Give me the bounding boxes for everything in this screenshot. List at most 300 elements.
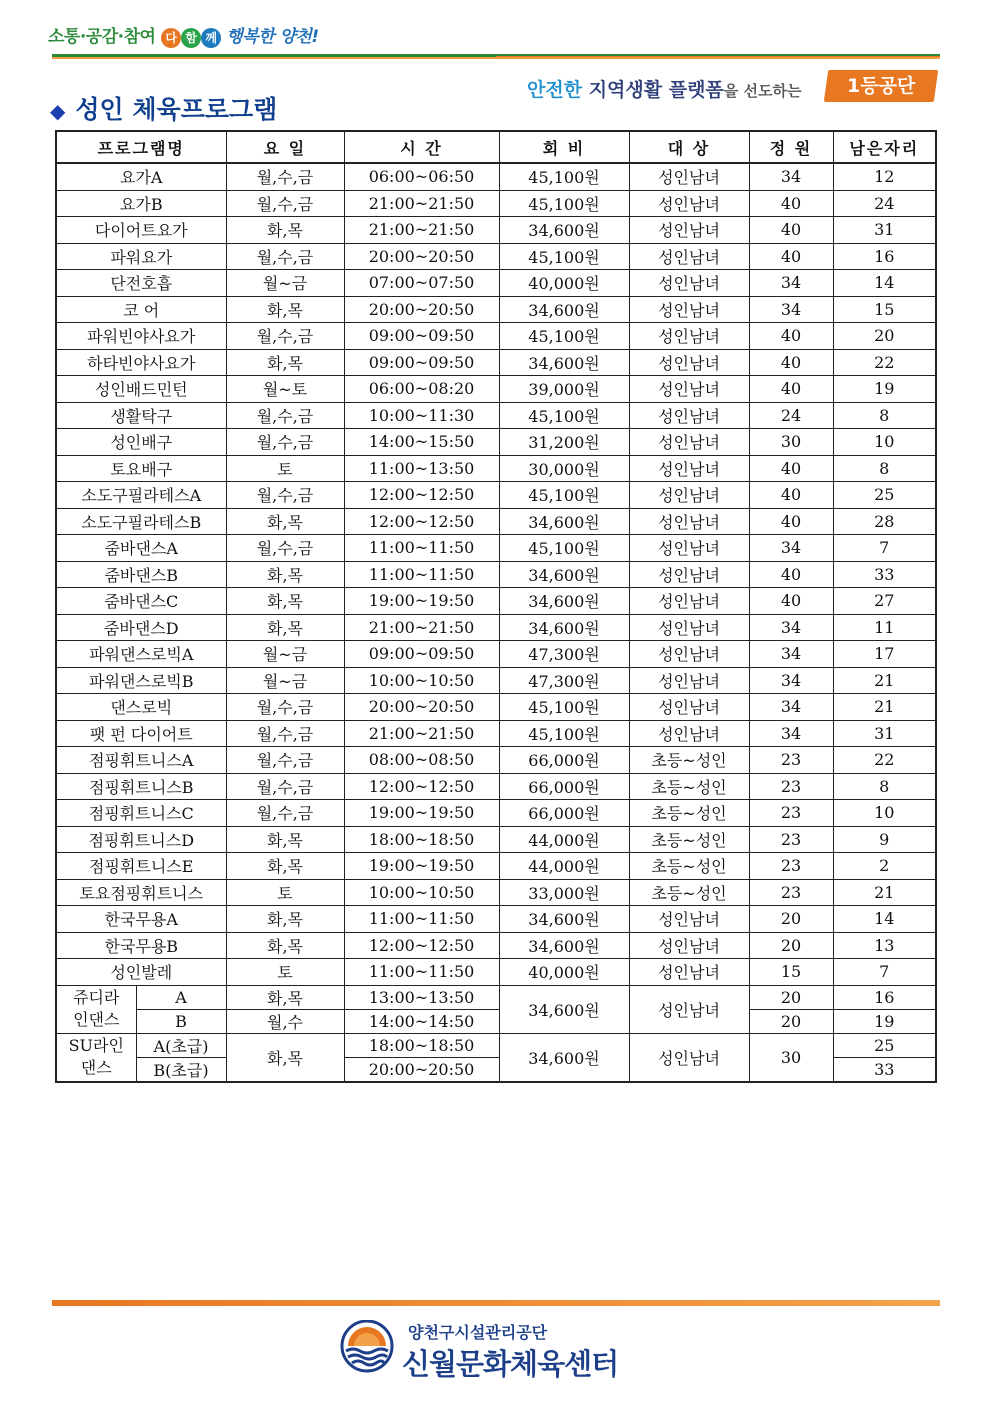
slogan-gye: 께 — [201, 28, 221, 48]
cell-capacity: 24 — [749, 402, 833, 429]
cell-fee: 45,100원 — [499, 243, 629, 270]
cell-program-name: 한국무용A — [56, 906, 226, 933]
cell-program-name: 요가A — [56, 163, 226, 190]
cell-capacity: 40 — [749, 323, 833, 350]
cell-remaining: 22 — [833, 349, 936, 376]
cell-capacity: 23 — [749, 853, 833, 880]
col-header-fee: 회 비 — [499, 131, 629, 163]
cell-capacity: 34 — [749, 694, 833, 721]
cell-target: 초등~성인 — [629, 826, 749, 853]
cell-fee: 66,000원 — [499, 747, 629, 774]
cell-day: 화,목 — [226, 853, 344, 880]
cell-time: 19:00~19:50 — [344, 800, 499, 827]
cell-target: 성인남녀 — [629, 429, 749, 456]
table-row — [56, 270, 936, 297]
cell-time: 20:00~20:50 — [344, 243, 499, 270]
cell-day: 화,목 — [226, 614, 344, 641]
cell-fee: 44,000원 — [499, 826, 629, 853]
julia-time-a: 13:00~13:50 — [344, 985, 499, 1009]
cell-remaining: 8 — [833, 773, 936, 800]
cell-target: 성인남녀 — [629, 694, 749, 721]
cell-day: 화,목 — [226, 826, 344, 853]
table-row — [56, 720, 936, 747]
cell-fee: 39,000원 — [499, 376, 629, 403]
cell-capacity: 40 — [749, 217, 833, 244]
cell-fee: 34,600원 — [499, 906, 629, 933]
cell-fee: 45,100원 — [499, 535, 629, 562]
cell-time: 10:00~10:50 — [344, 667, 499, 694]
table-row — [56, 853, 936, 880]
julia-fee: 34,600원 — [499, 985, 629, 1033]
cell-fee: 34,600원 — [499, 932, 629, 959]
table-row — [56, 163, 936, 190]
program-table — [55, 130, 937, 1083]
cell-fee: 47,300원 — [499, 641, 629, 668]
cell-program-name: 성인배드민턴 — [56, 376, 226, 403]
footer — [340, 1318, 680, 1380]
cell-program-name: 토요배구 — [56, 455, 226, 482]
cell-fee: 34,600원 — [499, 561, 629, 588]
cell-day: 화,목 — [226, 296, 344, 323]
su-name — [56, 1033, 136, 1082]
cell-remaining: 8 — [833, 402, 936, 429]
cell-time: 12:00~12:50 — [344, 508, 499, 535]
table-row — [56, 349, 936, 376]
cell-fee: 34,600원 — [499, 614, 629, 641]
su-name-line1: SU라인 — [68, 1036, 124, 1055]
table-row — [56, 800, 936, 827]
cell-program-name: 생활탁구 — [56, 402, 226, 429]
cell-program-name: 팻 펀 다이어트 — [56, 720, 226, 747]
cell-target: 초등~성인 — [629, 747, 749, 774]
cell-target: 초등~성인 — [629, 773, 749, 800]
cell-remaining: 10 — [833, 800, 936, 827]
cell-target: 성인남녀 — [629, 906, 749, 933]
cell-fee: 40,000원 — [499, 959, 629, 986]
cell-time: 14:00~15:50 — [344, 429, 499, 456]
su-left-b: 33 — [833, 1057, 936, 1082]
cell-target: 성인남녀 — [629, 614, 749, 641]
cell-program-name: 성인발레 — [56, 959, 226, 986]
cell-target: 성인남녀 — [629, 667, 749, 694]
table-row — [56, 932, 936, 959]
cell-capacity: 34 — [749, 641, 833, 668]
table-body — [56, 163, 936, 1082]
cell-day: 월,수,금 — [226, 163, 344, 190]
cell-time: 12:00~12:50 — [344, 482, 499, 509]
center-name: 신월문화체육센터 — [402, 1347, 619, 1381]
cell-target: 성인남녀 — [629, 932, 749, 959]
top-divider — [52, 54, 940, 59]
cell-remaining: 7 — [833, 535, 936, 562]
julia-cap-b: 20 — [749, 1009, 833, 1033]
table-row — [56, 508, 936, 535]
cell-target: 성인남녀 — [629, 720, 749, 747]
cell-target: 초등~성인 — [629, 879, 749, 906]
julia-class-b: B — [136, 1009, 226, 1033]
table-row — [56, 588, 936, 615]
cell-remaining: 8 — [833, 455, 936, 482]
cell-fee: 33,000원 — [499, 879, 629, 906]
cell-remaining: 19 — [833, 376, 936, 403]
cell-day: 화,목 — [226, 588, 344, 615]
cell-fee: 30,000원 — [499, 455, 629, 482]
table-row — [56, 482, 936, 509]
table-row — [56, 641, 936, 668]
julia-left-a: 16 — [833, 985, 936, 1009]
cell-program-name: 한국무용B — [56, 932, 226, 959]
table-row — [56, 243, 936, 270]
cell-target: 성인남녀 — [629, 535, 749, 562]
cell-time: 06:00~08:20 — [344, 376, 499, 403]
slogan-prefix: 소통·공감·참여 — [48, 27, 156, 47]
cell-program-name: 요가B — [56, 190, 226, 217]
cell-time: 08:00~08:50 — [344, 747, 499, 774]
table-row — [56, 455, 936, 482]
cell-time: 09:00~09:50 — [344, 323, 499, 350]
cell-target: 성인남녀 — [629, 190, 749, 217]
table-header-row — [56, 131, 936, 163]
cell-fee: 34,600원 — [499, 296, 629, 323]
section-title-text: 성인 체육프로그램 — [75, 95, 278, 124]
cell-day: 월~금 — [226, 667, 344, 694]
cell-time: 10:00~10:50 — [344, 879, 499, 906]
julia-name — [56, 985, 136, 1033]
cell-fee: 45,100원 — [499, 720, 629, 747]
slogan — [48, 22, 319, 48]
cell-capacity: 23 — [749, 800, 833, 827]
col-header-target: 대 상 — [629, 131, 749, 163]
cell-program-name: 단전호흡 — [56, 270, 226, 297]
cell-time: 11:00~11:50 — [344, 535, 499, 562]
cell-program-name: 줌바댄스A — [56, 535, 226, 562]
cell-time: 21:00~21:50 — [344, 190, 499, 217]
cell-target: 성인남녀 — [629, 641, 749, 668]
cell-day: 월,수,금 — [226, 800, 344, 827]
cell-remaining: 31 — [833, 720, 936, 747]
julia-left-b: 19 — [833, 1009, 936, 1033]
julia-name-line2: 인댄스 — [73, 1010, 120, 1029]
cell-capacity: 40 — [749, 243, 833, 270]
julia-time-b: 14:00~14:50 — [344, 1009, 499, 1033]
cell-time: 12:00~12:50 — [344, 773, 499, 800]
cell-program-name: 파워빈야사요가 — [56, 323, 226, 350]
cell-program-name: 토요점핑휘트니스 — [56, 879, 226, 906]
su-time-b: 20:00~20:50 — [344, 1057, 499, 1082]
cell-capacity: 34 — [749, 163, 833, 190]
diamond-icon: ◆ — [50, 99, 66, 123]
cell-fee: 34,600원 — [499, 588, 629, 615]
tagline-part1: 안전한 — [527, 79, 583, 101]
cell-program-name: 댄스로빅 — [56, 694, 226, 721]
cell-time: 19:00~19:50 — [344, 853, 499, 880]
table-row — [56, 667, 936, 694]
table-row — [56, 879, 936, 906]
top-divider-green — [52, 54, 940, 56]
cell-program-name: 점핑휘트니스B — [56, 773, 226, 800]
cell-day: 월~토 — [226, 376, 344, 403]
cell-fee: 45,100원 — [499, 402, 629, 429]
cell-program-name: 점핑휘트니스C — [56, 800, 226, 827]
slogan-da: 다 — [161, 28, 181, 48]
cell-fee: 31,200원 — [499, 429, 629, 456]
cell-program-name: 점핑휘트니스E — [56, 853, 226, 880]
cell-remaining: 20 — [833, 323, 936, 350]
cell-program-name: 다이어트요가 — [56, 217, 226, 244]
cell-capacity: 40 — [749, 376, 833, 403]
cell-remaining: 27 — [833, 588, 936, 615]
cell-fee: 34,600원 — [499, 217, 629, 244]
cell-remaining: 7 — [833, 959, 936, 986]
cell-remaining: 31 — [833, 217, 936, 244]
cell-time: 12:00~12:50 — [344, 932, 499, 959]
cell-time: 11:00~13:50 — [344, 455, 499, 482]
cell-time: 20:00~20:50 — [344, 694, 499, 721]
cell-program-name: 코 어 — [56, 296, 226, 323]
cell-fee: 44,000원 — [499, 853, 629, 880]
cell-day: 월~금 — [226, 641, 344, 668]
cell-capacity: 34 — [749, 535, 833, 562]
cell-day: 월,수,금 — [226, 190, 344, 217]
cell-capacity: 40 — [749, 190, 833, 217]
cell-remaining: 16 — [833, 243, 936, 270]
cell-capacity: 20 — [749, 932, 833, 959]
cell-remaining: 21 — [833, 694, 936, 721]
cell-program-name: 소도구필라테스A — [56, 482, 226, 509]
su-target: 성인남녀 — [629, 1033, 749, 1082]
table-row — [56, 296, 936, 323]
cell-target: 성인남녀 — [629, 561, 749, 588]
cell-capacity: 23 — [749, 826, 833, 853]
cell-day: 월,수,금 — [226, 402, 344, 429]
cell-time: 18:00~18:50 — [344, 826, 499, 853]
sunrise-logo-icon — [340, 1320, 394, 1374]
cell-target: 성인남녀 — [629, 349, 749, 376]
julia-cap-a: 20 — [749, 985, 833, 1009]
cell-target: 성인남녀 — [629, 376, 749, 403]
cell-target: 성인남녀 — [629, 455, 749, 482]
cell-day: 월,수,금 — [226, 429, 344, 456]
cell-remaining: 10 — [833, 429, 936, 456]
cell-time: 21:00~21:50 — [344, 217, 499, 244]
julia-day-a: 화,목 — [226, 985, 344, 1009]
cell-fee: 66,000원 — [499, 773, 629, 800]
su-name-line2: 댄스 — [80, 1058, 112, 1077]
cell-day: 화,목 — [226, 906, 344, 933]
cell-remaining: 21 — [833, 879, 936, 906]
table-row — [56, 376, 936, 403]
table-row — [56, 906, 936, 933]
cell-capacity: 23 — [749, 879, 833, 906]
julia-target: 성인남녀 — [629, 985, 749, 1033]
cell-time: 10:00~11:30 — [344, 402, 499, 429]
first-place-badge — [824, 70, 938, 102]
cell-remaining: 17 — [833, 641, 936, 668]
table-row — [56, 323, 936, 350]
cell-remaining: 12 — [833, 163, 936, 190]
cell-fee: 45,100원 — [499, 163, 629, 190]
julia-class-a: A — [136, 985, 226, 1009]
cell-day: 월,수,금 — [226, 482, 344, 509]
cell-fee: 66,000원 — [499, 800, 629, 827]
cell-capacity: 15 — [749, 959, 833, 986]
cell-remaining: 2 — [833, 853, 936, 880]
cell-capacity: 34 — [749, 270, 833, 297]
tagline-part2: 지역생활 플랫폼 — [588, 79, 724, 101]
cell-program-name: 줌바댄스B — [56, 561, 226, 588]
cell-capacity: 40 — [749, 349, 833, 376]
cell-remaining: 22 — [833, 747, 936, 774]
cell-program-name: 소도구필라테스B — [56, 508, 226, 535]
table-row — [56, 959, 936, 986]
slogan-ham: 함 — [181, 28, 201, 48]
cell-remaining: 21 — [833, 667, 936, 694]
cell-day: 월,수,금 — [226, 747, 344, 774]
cell-day: 화,목 — [226, 349, 344, 376]
table-row — [56, 190, 936, 217]
cell-target: 성인남녀 — [629, 217, 749, 244]
cell-day: 화,목 — [226, 508, 344, 535]
cell-capacity: 34 — [749, 296, 833, 323]
col-header-capacity: 정 원 — [749, 131, 833, 163]
top-divider-orange — [52, 57, 940, 59]
cell-remaining: 25 — [833, 482, 936, 509]
cell-capacity: 23 — [749, 773, 833, 800]
cell-remaining: 14 — [833, 906, 936, 933]
slogan-suffix: 행복한 양천! — [226, 27, 319, 47]
cell-fee: 45,100원 — [499, 482, 629, 509]
cell-day: 월,수,금 — [226, 694, 344, 721]
su-left-a: 25 — [833, 1033, 936, 1057]
cell-time: 11:00~11:50 — [344, 959, 499, 986]
cell-day: 화,목 — [226, 217, 344, 244]
cell-program-name: 줌바댄스C — [56, 588, 226, 615]
cell-program-name: 점핑휘트니스A — [56, 747, 226, 774]
cell-time: 09:00~09:50 — [344, 349, 499, 376]
table-row — [56, 217, 936, 244]
cell-fee: 45,100원 — [499, 190, 629, 217]
col-header-program: 프로그램명 — [56, 131, 226, 163]
julia-day-b: 월,수 — [226, 1009, 344, 1033]
cell-remaining: 28 — [833, 508, 936, 535]
section-title — [50, 90, 277, 126]
org-name: 양천구시설관리공단 — [408, 1323, 548, 1342]
cell-day: 토 — [226, 455, 344, 482]
cell-time: 11:00~11:50 — [344, 561, 499, 588]
cell-capacity: 34 — [749, 614, 833, 641]
cell-time: 19:00~19:50 — [344, 588, 499, 615]
cell-target: 성인남녀 — [629, 323, 749, 350]
cell-day: 화,목 — [226, 561, 344, 588]
cell-program-name: 하타빈야사요가 — [56, 349, 226, 376]
cell-day: 월,수,금 — [226, 243, 344, 270]
cell-capacity: 20 — [749, 906, 833, 933]
cell-time: 20:00~20:50 — [344, 296, 499, 323]
cell-program-name: 줌바댄스D — [56, 614, 226, 641]
cell-capacity: 23 — [749, 747, 833, 774]
cell-capacity: 34 — [749, 667, 833, 694]
table-row — [56, 773, 936, 800]
cell-day: 월~금 — [226, 270, 344, 297]
cell-day: 월,수,금 — [226, 323, 344, 350]
table-row — [56, 561, 936, 588]
cell-remaining: 9 — [833, 826, 936, 853]
su-time-a: 18:00~18:50 — [344, 1033, 499, 1057]
bottom-divider — [52, 1300, 940, 1306]
su-class-a: A(초급) — [136, 1033, 226, 1057]
table-row — [56, 694, 936, 721]
cell-fee: 34,600원 — [499, 349, 629, 376]
table-row-julia-a — [56, 985, 936, 1009]
col-header-day: 요 일 — [226, 131, 344, 163]
table-row — [56, 402, 936, 429]
cell-capacity: 40 — [749, 455, 833, 482]
cell-day: 월,수,금 — [226, 773, 344, 800]
cell-remaining: 33 — [833, 561, 936, 588]
cell-target: 성인남녀 — [629, 163, 749, 190]
su-cap: 30 — [749, 1033, 833, 1082]
cell-day: 토 — [226, 959, 344, 986]
cell-target: 성인남녀 — [629, 508, 749, 535]
cell-program-name: 파워요가 — [56, 243, 226, 270]
cell-day: 월,수,금 — [226, 720, 344, 747]
cell-fee: 40,000원 — [499, 270, 629, 297]
cell-program-name: 파워댄스로빅B — [56, 667, 226, 694]
su-fee: 34,600원 — [499, 1033, 629, 1082]
cell-program-name: 점핑휘트니스D — [56, 826, 226, 853]
table-row — [56, 614, 936, 641]
cell-time: 07:00~07:50 — [344, 270, 499, 297]
cell-day: 화,목 — [226, 932, 344, 959]
julia-name-line1: 쥬디라 — [73, 988, 120, 1007]
cell-capacity: 40 — [749, 561, 833, 588]
tagline — [527, 75, 801, 102]
cell-fee: 47,300원 — [499, 667, 629, 694]
cell-time: 21:00~21:50 — [344, 614, 499, 641]
cell-program-name: 파워댄스로빅A — [56, 641, 226, 668]
su-class-b: B(초급) — [136, 1057, 226, 1082]
table-row — [56, 429, 936, 456]
cell-remaining: 15 — [833, 296, 936, 323]
table-row — [56, 826, 936, 853]
cell-remaining: 24 — [833, 190, 936, 217]
cell-capacity: 30 — [749, 429, 833, 456]
cell-day: 월,수,금 — [226, 535, 344, 562]
cell-remaining: 14 — [833, 270, 936, 297]
cell-remaining: 13 — [833, 932, 936, 959]
col-header-time: 시 간 — [344, 131, 499, 163]
table-row-su-a — [56, 1033, 936, 1057]
cell-target: 초등~성인 — [629, 853, 749, 880]
table-row — [56, 535, 936, 562]
cell-time: 09:00~09:50 — [344, 641, 499, 668]
cell-target: 성인남녀 — [629, 959, 749, 986]
col-header-remaining: 남은자리 — [833, 131, 936, 163]
cell-target: 성인남녀 — [629, 270, 749, 297]
cell-target: 초등~성인 — [629, 800, 749, 827]
cell-capacity: 40 — [749, 588, 833, 615]
table-row — [56, 747, 936, 774]
cell-capacity: 40 — [749, 508, 833, 535]
cell-target: 성인남녀 — [629, 482, 749, 509]
su-day: 화,목 — [226, 1033, 344, 1082]
cell-capacity: 40 — [749, 482, 833, 509]
cell-remaining: 11 — [833, 614, 936, 641]
tagline-part3: 을 선도하는 — [723, 82, 802, 100]
cell-fee: 45,100원 — [499, 323, 629, 350]
badge-text: 1등공단 — [846, 75, 916, 97]
cell-capacity: 34 — [749, 720, 833, 747]
